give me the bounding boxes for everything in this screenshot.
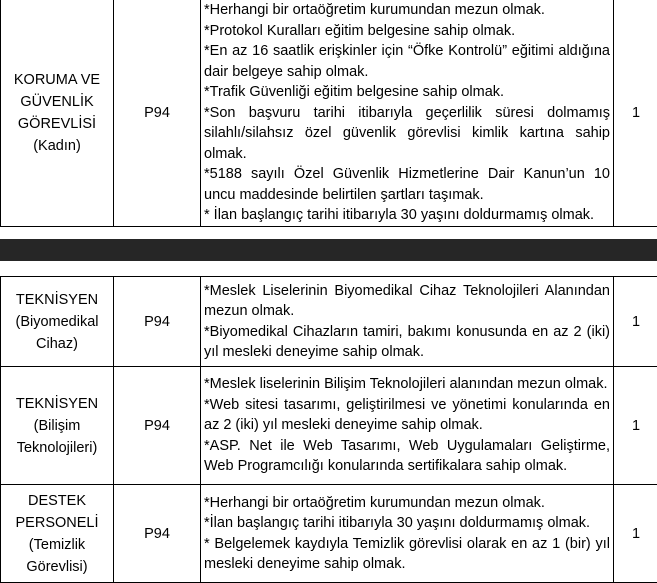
position-line: TEKNİSYEN — [1, 393, 113, 415]
count-cell: 1 — [614, 277, 657, 367]
count-cell: 1 — [614, 367, 657, 485]
requirement-item: * İlan başlangıç tarihi itibarıyla 30 yaşını doldurmamış olmak. — [204, 205, 610, 226]
requirements-cell — [201, 277, 614, 367]
requirement-item: * Belgelemek kaydıyla Temizlik görevlisi olarak en az 1 (bir) yıl mesleki deneyime sahip olmak. — [204, 534, 610, 575]
position-line: (Biyomedikal — [1, 311, 113, 333]
requirement-item: *Meslek Liselerinin Biyomedikal Cihaz Teknolojileri Alanından mezun olmak. — [204, 281, 610, 322]
position-line: TEKNİSYEN — [1, 289, 113, 311]
requirements-cell — [201, 367, 614, 485]
table-row — [1, 0, 657, 226]
requirements-table-2 — [0, 276, 657, 583]
requirement-item: *ASP. Net ile Web Tasarımı, Web Uygulamaları Geliştirme, Web Programcılığı konularında sertifikalara sahip olmak. — [204, 436, 610, 477]
table-row — [1, 485, 657, 583]
code-cell: P94 — [114, 277, 201, 367]
position-line: (Kadın) — [1, 135, 113, 157]
position-line: DESTEK — [1, 490, 113, 512]
requirement-item: *İlan başlangıç tarihi itibarıyla 30 yaşını doldurmamış olmak. — [204, 513, 610, 534]
position-cell — [1, 367, 114, 485]
code-cell: P94 — [114, 367, 201, 485]
requirement-item: *Herhangi bir ortaöğretim kurumundan mezun olmak. — [204, 0, 610, 21]
count-cell: 1 — [614, 485, 657, 583]
requirement-item: *Son başvuru tarihi itibarıyla geçerlilik süresi dolmamış silahlı/silahsız özel güvenlik görevlisi kimlik kartına sahip olmak. — [204, 103, 610, 165]
position-line: (Temizlik — [1, 534, 113, 556]
table-row — [1, 277, 657, 367]
position-line: (Bilişim — [1, 415, 113, 437]
position-line: PERSONELİ — [1, 512, 113, 534]
requirement-item: *Web sitesi tasarımı, geliştirilmesi ve yönetimi konularında en az 2 (iki) yıl mesleki deneyime sahip olmak. — [204, 395, 610, 436]
position-line: GÖREVLİSİ — [1, 113, 113, 135]
position-line: GÜVENLİK — [1, 91, 113, 113]
requirements-cell — [201, 485, 614, 583]
requirements-table-1 — [0, 0, 657, 227]
requirement-item: *En az 16 saatlik erişkinler için “Öfke Kontrolü” eğitimi aldığına dair belgeye sahip olmak. — [204, 41, 610, 82]
code-cell: P94 — [114, 485, 201, 583]
requirement-item: *Trafik Güvenliği eğitim belgesine sahip olmak. — [204, 82, 610, 103]
position-line: KORUMA VE — [1, 69, 113, 91]
requirement-item: *Protokol Kuralları eğitim belgesine sahip olmak. — [204, 21, 610, 42]
section-divider-band — [0, 239, 657, 261]
requirement-item: *Meslek liselerinin Bilişim Teknolojileri alanından mezun olmak. — [204, 374, 610, 395]
position-cell — [1, 0, 114, 226]
requirement-item: *Herhangi bir ortaöğretim kurumundan mezun olmak. — [204, 493, 610, 514]
requirement-item: *Biyomedikal Cihazların tamiri, bakımı konusunda en az 2 (iki) yıl mesleki deneyime sahip olmak. — [204, 322, 610, 363]
position-line: Cihaz) — [1, 333, 113, 355]
position-line: Teknolojileri) — [1, 437, 113, 459]
position-cell — [1, 485, 114, 583]
count-cell: 1 — [614, 0, 657, 226]
position-cell — [1, 277, 114, 367]
code-cell: P94 — [114, 0, 201, 226]
requirements-cell — [201, 0, 614, 226]
requirement-item: *5188 sayılı Özel Güvenlik Hizmetlerine Dair Kanun’un 10 uncu maddesinde belirtilen şartları taşımak. — [204, 164, 610, 205]
table-row — [1, 367, 657, 485]
position-line: Görevlisi) — [1, 556, 113, 578]
